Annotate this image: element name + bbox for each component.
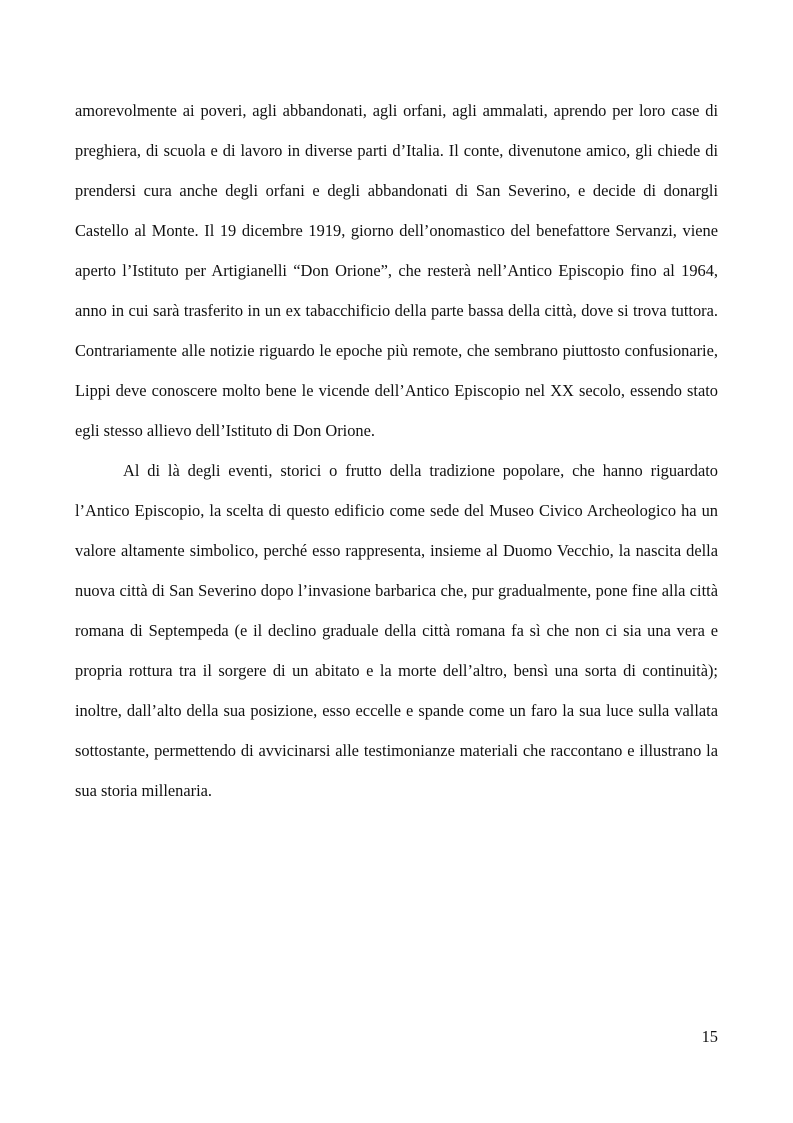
paragraph-archaeological-museum: Al di là degli eventi, storici o frutto della tradizione popolare, che hanno riguardato l’Antico Episcopio, la scelta di questo edificio come sede del Museo Civico Archeologico ha un valore altamente simbolico, perché esso rappresenta, insieme al Duomo Vecchio, la nascita della nuova città di San Severino dopo l’invasione barbarica che, pur gradualmente, pone fine alla città romana di Septempeda (e il declino graduale della città romana fa sì che non ci sia una vera e propria rottura tra il sorgere di un abitato e la morte dell’altro, bensì una sorta di continuità); inoltre, dall’alto della sua posizione, esso eccelle e spande come un faro la sua luce sulla vallata sottostante, permettendo di avvicinarsi alle testimonianze materiali che raccontano e illustrano la sua storia millenaria. [75,461,718,800]
paragraph-continuation: amorevolmente ai poveri, agli abbandonati, agli orfani, agli ammalati, aprendo per loro case di preghiera, di scuola e di lavoro in diverse parti d’Italia. Il conte, divenutone amico, gli chiede di prendersi cura anche degli orfani e degli abbandonati di San Severino, e decide di donargli Castello al Monte. Il 19 dicembre 1919, giorno dell’onomastico del benefattore Servanzi, viene aperto l’Istituto per Artigianelli “Don Orione”, che resterà nell’Antico Episcopio fino al 1964, anno in cui sarà trasferito in un ex tabacchificio della parte bassa della città, dove si trova tuttora. Contrariamente alle notizie riguardo le epoche più remote, che sembrano piuttosto confusionarie, Lippi deve conoscere molto bene le vicende dell’Antico Episcopio nel XX secolo, essendo stato egli stesso allievo dell’Istituto di Don Orione. [75,101,718,440]
page-number: 15 [701,1027,718,1046]
body-text [75,91,718,811]
